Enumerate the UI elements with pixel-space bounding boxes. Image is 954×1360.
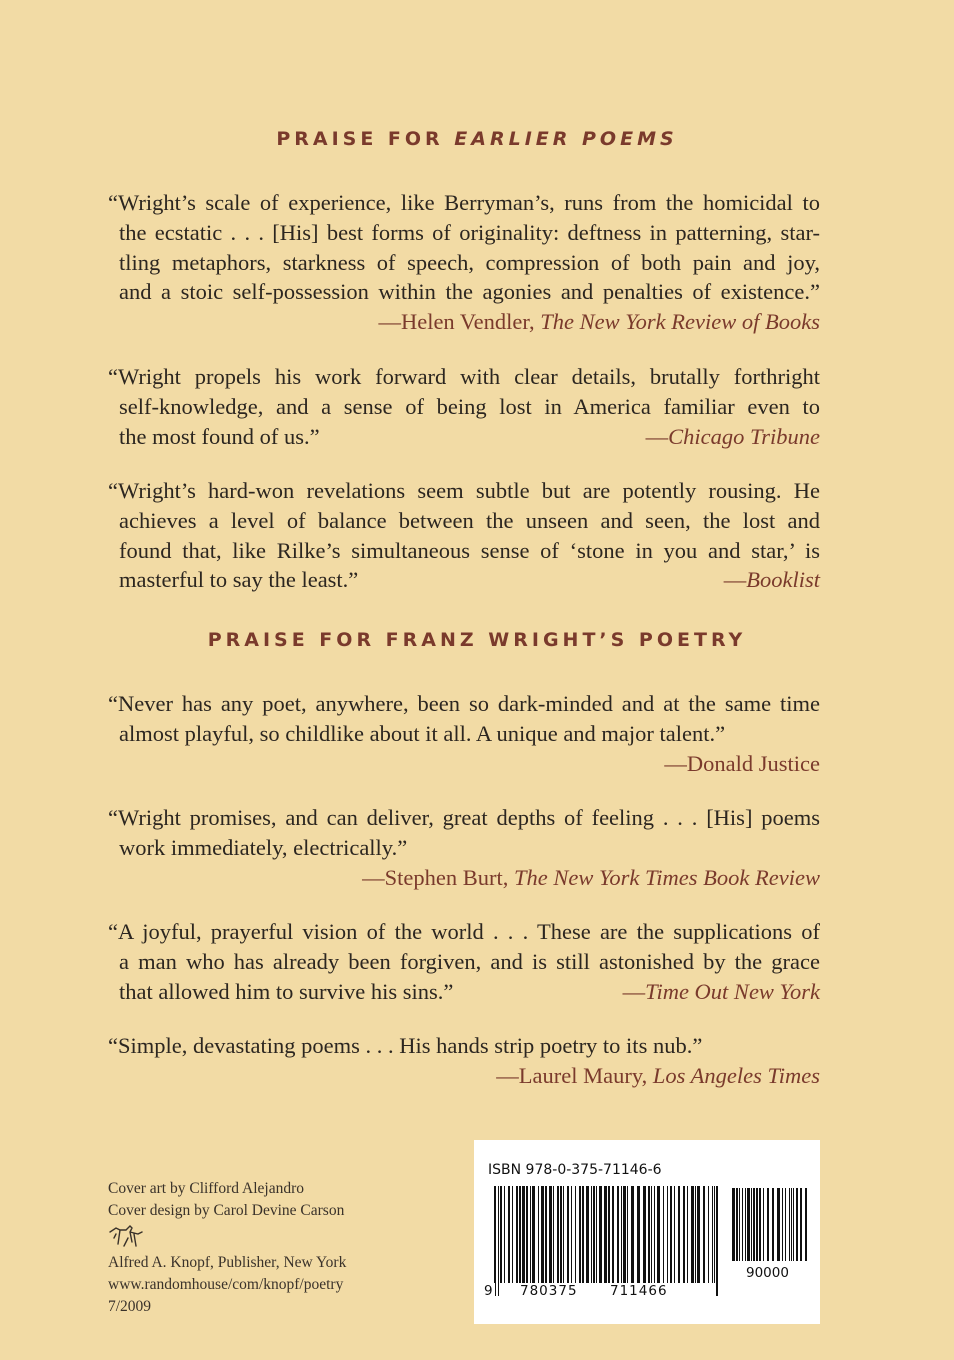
barcode-bar: [541, 1186, 544, 1283]
barcode-bar: [526, 1186, 528, 1283]
barcode-bar: [691, 1186, 694, 1283]
barcode-bar: [678, 1186, 680, 1283]
publisher-name: Alfred A. Knopf, Publisher, New York: [108, 1254, 347, 1271]
publisher-url: www.randomhouse/com/knopf/poetry: [108, 1276, 344, 1293]
quote-stephen-burt: [108, 803, 820, 892]
section-heading-franz-wright: [0, 629, 954, 651]
quote-line: work immediately, electrically.”: [119, 834, 408, 860]
barcode-bar: [739, 1188, 740, 1261]
quote-line: “Wright’s scale of experience, like Berryman’s, runs from the homicidal to: [108, 190, 820, 215]
barcode-first-digit: 9: [484, 1283, 493, 1299]
attribution-name: —: [622, 978, 646, 1004]
quote-time-out: [108, 917, 820, 1006]
barcode-bar: [494, 1186, 496, 1296]
barcode-bar: [695, 1186, 696, 1283]
barcode-bar: [648, 1186, 650, 1283]
barcode-bar: [654, 1186, 655, 1283]
quote-line: achieves a level of balance between the unseen and seen, the lost and: [119, 507, 820, 533]
quote-line: the most found of us.”: [119, 423, 320, 449]
barcode-right-digits: 711466: [610, 1283, 668, 1299]
barcode-bar: [604, 1186, 607, 1283]
quote-last-line-row: [108, 422, 820, 452]
barcode-bar: [800, 1188, 802, 1261]
barcode-bar: [753, 1188, 755, 1261]
barcode-bar: [716, 1186, 718, 1296]
cover-art-credit: Cover art by Clifford Alejandro: [108, 1180, 305, 1197]
barcode-bar: [805, 1188, 807, 1261]
cover-credits: [108, 1178, 438, 1318]
attribution-name: —Donald Justice: [664, 750, 820, 776]
barcode-bar: [667, 1186, 668, 1283]
barcode-bar: [785, 1188, 786, 1261]
barcode-bar: [657, 1186, 660, 1283]
barcode-bar: [530, 1186, 531, 1283]
barcode-bar: [742, 1188, 743, 1261]
barcode-bar: [703, 1186, 705, 1283]
barcode-bar: [563, 1186, 564, 1283]
barcode-bar: [582, 1186, 584, 1283]
barcode-bar: [777, 1188, 780, 1261]
quote-laurel-maury: [108, 1031, 820, 1091]
barcode-bar: [670, 1186, 672, 1283]
barcode-bar: [714, 1186, 715, 1283]
quote-line: that allowed him to survive his sins.”: [119, 978, 454, 1004]
barcode-bar: [759, 1188, 761, 1261]
barcode-bar: [560, 1186, 562, 1283]
quote-donald-justice: [108, 689, 820, 778]
quote-line: tling metaphors, starkness of speech, compression of both pain and joy,: [119, 249, 820, 275]
barcode-bar: [796, 1188, 798, 1261]
barcode-bar: [549, 1186, 552, 1283]
barcode-bar: [498, 1186, 499, 1296]
attribution-name: —Helen Vendler,: [378, 309, 541, 335]
isbn-barcode: [474, 1140, 820, 1324]
barcode-bar: [571, 1186, 572, 1283]
heading-prefix: PRAISE FOR FRANZ WRIGHT’S POETRY: [207, 629, 747, 651]
barcode-bar: [596, 1186, 597, 1283]
barcode-bar: [623, 1186, 626, 1283]
barcode-bar: [545, 1186, 547, 1283]
quote-attribution: [108, 749, 820, 779]
barcode-bar: [751, 1188, 752, 1261]
quote-line: almost playful, so childlike about it all. A unique and major talent.”: [119, 720, 726, 746]
quote-line: “Wright’s hard-won revelations seem subtle but are potently rousing. He: [108, 478, 820, 503]
attribution-source: The New York Review of Books: [540, 309, 820, 335]
barcode-bar: [674, 1186, 675, 1283]
attribution-source: Time Out New York: [645, 978, 820, 1004]
quote-attribution: [108, 307, 820, 337]
quote-line: masterful to say the least.”: [119, 567, 359, 593]
barcode-bar: [782, 1188, 783, 1261]
quote-line: self-knowledge, and a sense of being lost in America familiar even to: [119, 393, 820, 419]
barcode-bar: [637, 1186, 640, 1283]
attribution-name: —Laurel Maury,: [496, 1062, 653, 1088]
borzoi-dog-logo-icon: [108, 1222, 148, 1252]
barcode-bar: [579, 1186, 581, 1283]
barcode-bar: [586, 1186, 589, 1283]
barcode-bar: [745, 1188, 746, 1261]
quote-attribution: [724, 565, 820, 595]
barcode-bar: [599, 1186, 602, 1283]
barcode-bar: [763, 1188, 764, 1261]
quote-booklist: [108, 476, 820, 595]
barcode-bar: [575, 1186, 576, 1283]
attribution-source: Booklist: [746, 567, 820, 593]
barcode-bar: [532, 1186, 535, 1283]
barcode-bar: [631, 1186, 634, 1283]
heading-italic-title: EARLIER POEMS: [454, 128, 678, 150]
barcode-bar: [789, 1188, 790, 1261]
barcode-bar: [747, 1188, 750, 1261]
barcode-bar: [593, 1186, 595, 1283]
quote-last-line-row: [108, 977, 820, 1007]
barcode-bar: [697, 1186, 700, 1283]
cover-design-credit: Cover design by Carol Devine Carson: [108, 1202, 345, 1219]
quote-attribution: [623, 977, 820, 1007]
barcode-bar: [516, 1186, 518, 1283]
barcode-bar: [608, 1186, 610, 1283]
barcode-bar: [522, 1186, 525, 1283]
attribution-source: Los Angeles Times: [652, 1062, 820, 1088]
barcode-bar: [708, 1186, 709, 1283]
quote-line: and a stoic self-possession within the agonies and penalties of existence.”: [119, 279, 820, 305]
publication-date: 7/2009: [108, 1298, 152, 1315]
quote-line: “Simple, devastating poems . . . His hands strip poetry to its nub.”: [108, 1033, 703, 1058]
quote-line: “Wright promises, and can deliver, great depths of feeling . . . [His] poems: [108, 805, 820, 830]
barcode-left-digits: 780375: [520, 1283, 578, 1299]
quote-attribution: [646, 422, 820, 452]
barcode-bar: [567, 1186, 569, 1283]
barcode-bar: [538, 1186, 539, 1283]
barcode-bar: [687, 1186, 688, 1283]
barcode-bar: [651, 1186, 652, 1283]
barcode-bar: [791, 1188, 792, 1261]
attribution-name: —: [645, 423, 669, 449]
barcode-bar: [512, 1186, 513, 1283]
barcode-bar: [772, 1188, 774, 1261]
quote-attribution: [108, 863, 820, 893]
barcode-bar: [612, 1186, 614, 1283]
attribution-source: Chicago Tribune: [668, 423, 820, 449]
quote-attribution: [108, 1061, 820, 1091]
attribution-source: The New York Times Book Review: [513, 864, 820, 890]
quote-line: a man who has already been forgiven, and is still astonished by the grace: [119, 948, 820, 974]
barcode-bar: [519, 1186, 521, 1283]
barcode-bar: [617, 1186, 619, 1283]
barcode-bar: [591, 1186, 592, 1283]
quote-line: “Wright propels his work forward with clear details, brutally forthright: [108, 364, 820, 389]
barcode-bar: [793, 1188, 794, 1261]
barcode-bar: [500, 1186, 502, 1283]
barcode-bar: [627, 1186, 628, 1283]
quote-chicago-tribune: [108, 362, 820, 451]
barcode-bar: [732, 1188, 735, 1261]
barcode-bar: [504, 1186, 505, 1283]
barcode-bar: [767, 1188, 769, 1261]
quote-line: “Never has any poet, anywhere, been so dark-minded and at the same time: [108, 691, 820, 716]
barcode-bar: [712, 1186, 713, 1283]
section-heading-earlier-poems: [0, 128, 954, 150]
barcode-bar: [683, 1186, 685, 1283]
quote-line: “A joyful, prayerful vision of the world . . . These are the supplications of: [108, 919, 820, 944]
barcode-bar: [736, 1188, 738, 1261]
quote-line: found that, like Rilke’s simultaneous sense of ‘stone in you and star,’ is: [119, 537, 820, 563]
barcode-bar: [557, 1186, 559, 1283]
quote-last-line-row: [108, 565, 820, 595]
attribution-name: —Stephen Burt,: [362, 864, 514, 890]
barcode-bar: [553, 1186, 554, 1283]
isbn-number: ISBN 978-0-375-71146-6: [488, 1162, 662, 1178]
quote-vendler: [108, 188, 820, 337]
barcode-bar: [508, 1186, 510, 1283]
quote-line: the ecstatic . . . [His] best forms of originality: deftness in patterning, star-: [119, 219, 820, 245]
attribution-name: —: [723, 567, 747, 593]
barcode-bar: [756, 1188, 758, 1261]
barcode-bar: [663, 1186, 664, 1283]
heading-prefix: PRAISE FOR: [276, 128, 455, 150]
barcode-bar: [643, 1186, 646, 1283]
barcode-bar: [621, 1186, 622, 1283]
barcode-price-code: 90000: [746, 1265, 789, 1281]
